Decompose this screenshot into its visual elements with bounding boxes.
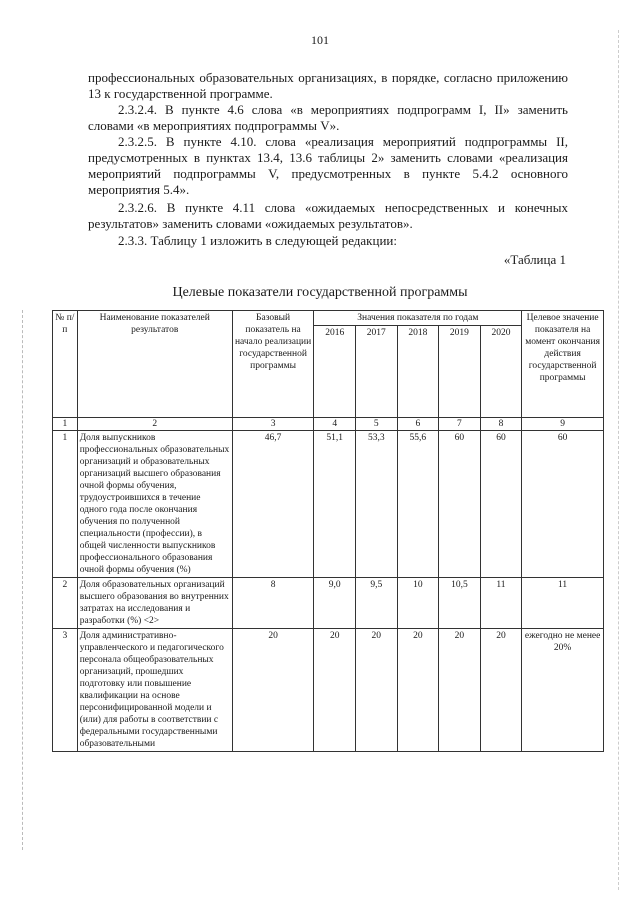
header-no: № п/п: [53, 311, 78, 418]
table-row: [53, 578, 604, 629]
column-number: 8: [480, 418, 522, 431]
year-value: 60: [480, 431, 522, 578]
left-scan-edge: [22, 310, 24, 850]
paragraph-2-3-3: [88, 233, 568, 249]
row-number: 1: [53, 431, 78, 578]
base-value: 46,7: [232, 431, 314, 578]
indicator-name: Доля административно-управленческого и педагогического персонала общеобразовательных организаций, прошедших подготовку или повышение квалификации на основе персонифицированной модели и (или) для работы в соответствии с федеральными государственными образовательными: [77, 629, 232, 752]
header-years-group: Значения показателя по годам: [314, 311, 522, 326]
header-target: Целевое значение показателя на момент окончания действия государственной программы: [522, 311, 604, 418]
year-value: 20: [439, 629, 481, 752]
year-value: 55,6: [397, 431, 439, 578]
column-number: 9: [522, 418, 604, 431]
paragraph-text: 2.3.2.5. В пункте 4.10. слова «реализация мероприятий подпрограммы II, предусмотренных в пунктах 13.4, 13.6 таблицы 2» заменить словами «реализация мероприятий подпрограммы V, предусмотренных в пункте 5.4.2 основного мероприятия 5.4».: [88, 134, 568, 197]
right-scan-edge: [618, 30, 620, 890]
year-value: 20: [397, 629, 439, 752]
year-value: 53,3: [355, 431, 397, 578]
row-number: 3: [53, 629, 78, 752]
table-title: Целевые показатели государственной программы: [172, 285, 468, 300]
paragraph-text: 2.3.3. Таблицу 1 изложить в следующей редакции:: [118, 233, 397, 248]
year-value: 20: [314, 629, 356, 752]
header-year: 2016: [314, 326, 356, 418]
column-number: 3: [232, 418, 314, 431]
table-label: «Таблица 1: [503, 252, 566, 267]
header-year: 2020: [480, 326, 522, 418]
row-number: 2: [53, 578, 78, 629]
base-value: 20: [232, 629, 314, 752]
indicator-name: Доля выпускников профессиональных образовательных организаций и образовательных организаций высшего образования очной формы обучения, трудоустроившихся в течение одного года после окончания обучения по полученной специальности (профессии), в общей численности выпускников профессионального образования очной формы обучения (%): [77, 431, 232, 578]
paragraph-2-3-2-4: [88, 102, 568, 134]
page-number: 101: [311, 33, 329, 47]
year-value: 9,5: [355, 578, 397, 629]
column-number: 4: [314, 418, 356, 431]
header-year: 2018: [397, 326, 439, 418]
year-value: 20: [355, 629, 397, 752]
paragraph-continuation: [88, 70, 568, 102]
year-value: 9,0: [314, 578, 356, 629]
year-value: 51,1: [314, 431, 356, 578]
year-value: 10,5: [439, 578, 481, 629]
indicator-name: Доля образовательных организаций высшего образования во внутренних затратах на исследования и разработки (%) <2>: [77, 578, 232, 629]
table-header-row: [53, 311, 604, 326]
target-value: ежегодно не менее 20%: [522, 629, 604, 752]
column-number: 6: [397, 418, 439, 431]
column-number: 7: [439, 418, 481, 431]
paragraph-2-3-2-5: [88, 134, 568, 198]
table-row: [53, 431, 604, 578]
header-name: Наименование показателей результатов: [77, 311, 232, 418]
year-value: 11: [480, 578, 522, 629]
year-value: 20: [480, 629, 522, 752]
column-number: 2: [77, 418, 232, 431]
target-value: 11: [522, 578, 604, 629]
paragraph-text: профессиональных образовательных организациях, в порядке, согласно приложению 13 к государственной программе.: [88, 70, 568, 101]
table-row: [53, 629, 604, 752]
column-number-row: [53, 418, 604, 431]
year-value: 10: [397, 578, 439, 629]
paragraph-2-3-2-6: [88, 200, 568, 232]
target-indicators-table: [52, 310, 604, 752]
year-value: 60: [439, 431, 481, 578]
base-value: 8: [232, 578, 314, 629]
header-year: 2017: [355, 326, 397, 418]
header-base: Базовый показатель на начало реализации государственной программы: [232, 311, 314, 418]
target-value: 60: [522, 431, 604, 578]
column-number: 5: [355, 418, 397, 431]
paragraph-text: 2.3.2.4. В пункте 4.6 слова «в мероприятиях подпрограмм I, II» заменить словами «в мероприятиях подпрограммы V».: [88, 102, 568, 133]
column-number: 1: [53, 418, 78, 431]
header-year: 2019: [439, 326, 481, 418]
paragraph-text: 2.3.2.6. В пункте 4.11 слова «ожидаемых непосредственных и конечных результатов» заменить словами «ожидаемых результатов».: [88, 200, 568, 231]
